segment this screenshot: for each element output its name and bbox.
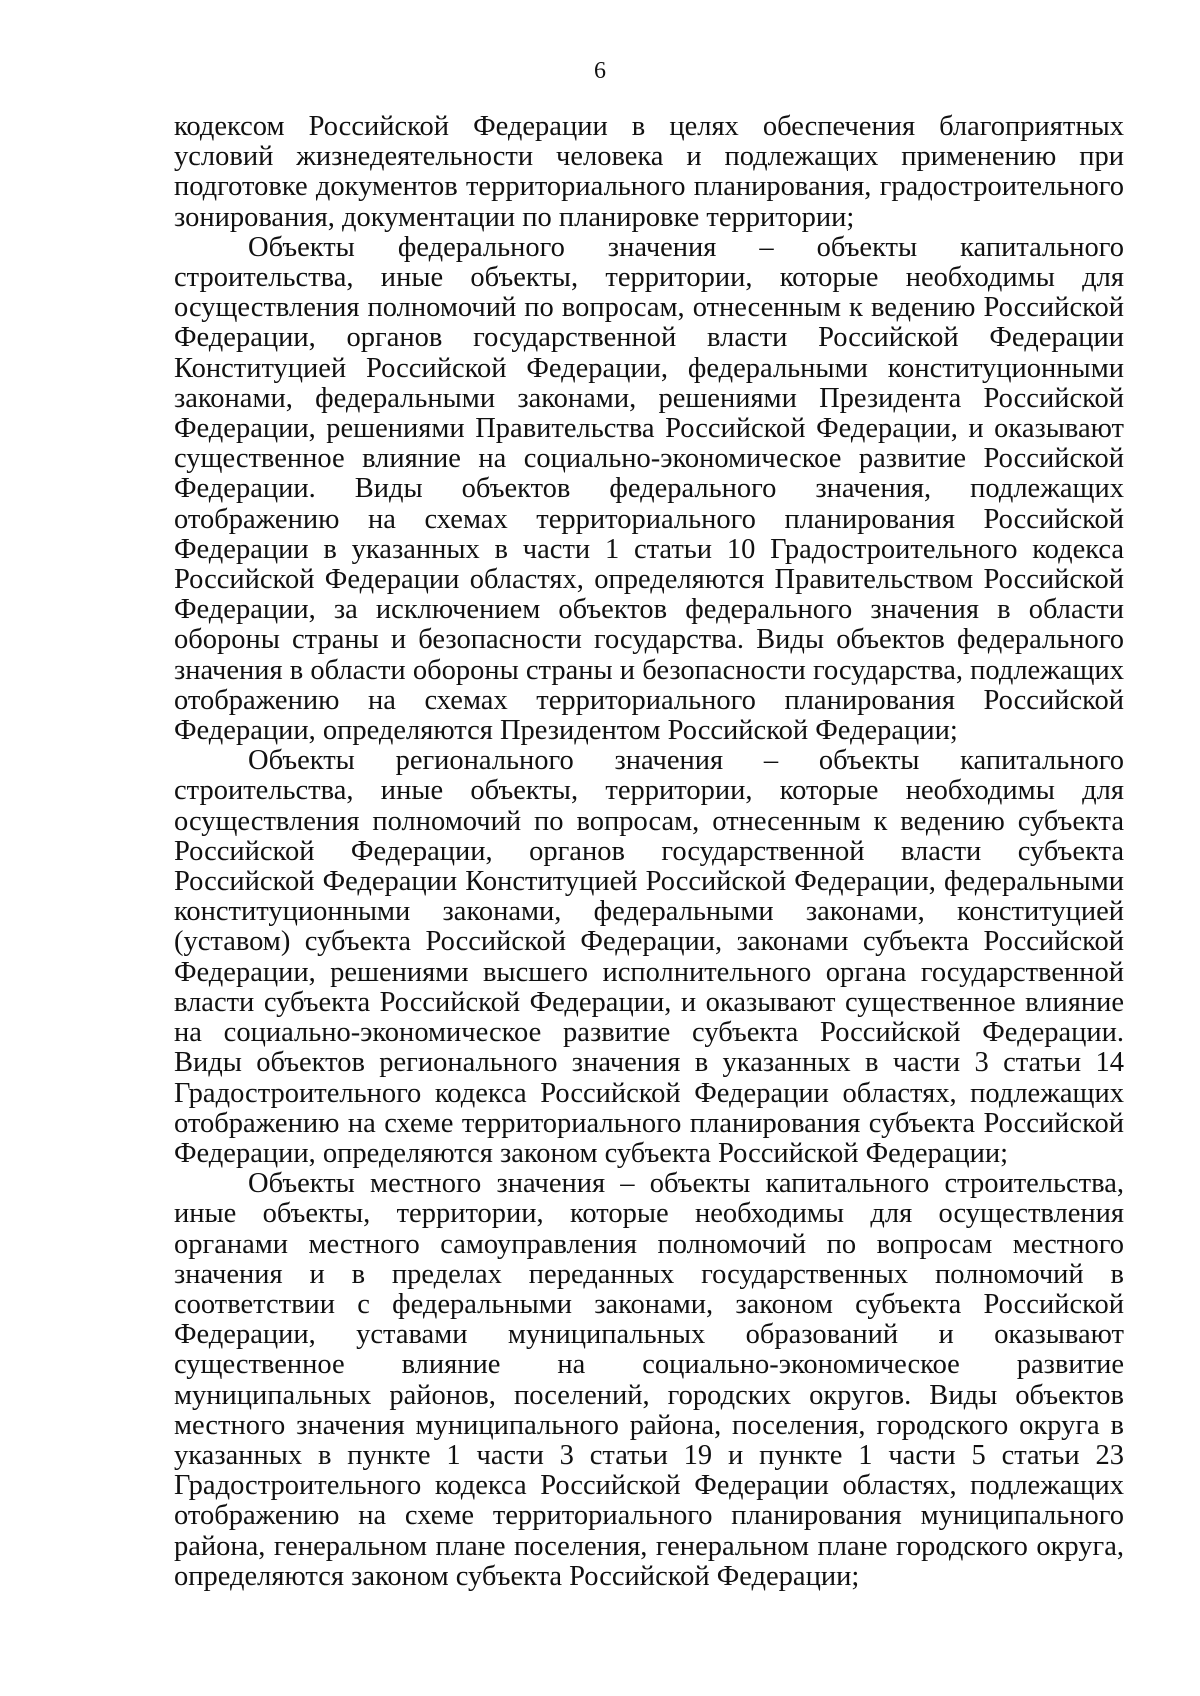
- document-body: [174, 112, 1124, 1592]
- page-number: 6: [594, 58, 606, 84]
- paragraph-federal-objects: Объекты федерального значения – объекты капитального строительства, иные объекты, территории, которые необходимы для осуществления полномочий по вопросам, отнесенным к ведению Российской Федерации, органов государственной власти Российской Федерации Конституцией Российской Федерации, федеральными конституционными законами, федеральными законами, решениями Президента Российской Федерации, решениями Правительства Российской Федерации, и оказывают существенное влияние на социально-экономическое развитие Российской Федерации. Виды объектов федерального значения, подлежащих отображению на схемах территориального планирования Российской Федерации в указанных в части 1 статьи 10 Градостроительного кодекса Российской Федерации областях, определяются Правительством Российской Федерации, за исключением объектов федерального значения в области обороны страны и безопасности государства. Виды объектов федерального значения в области обороны страны и безопасности государства, подлежащих отображению на схемах территориального планирования Российской Федерации, определяются Президентом Российской Федерации;: [174, 231, 1124, 747]
- paragraph-continuation: кодексом Российской Федерации в целях обеспечения благоприятных условий жизнедеятельности человека и подлежащих применению при подготовке документов территориального планирования, градостроительного зонирования, документации по планировке территории;: [174, 111, 1124, 233]
- paragraph-regional-objects: Объекты регионального значения – объекты капитального строительства, иные объекты, территории, которые необходимы для осуществления полномочий по вопросам, отнесенным к ведению субъекта Российской Федерации, органов государственной власти субъекта Российской Федерации Конституцией Российской Федерации, федеральными конституционными законами, федеральными законами, конституцией (уставом) субъекта Российской Федерации, законами субъекта Российской Федерации, решениями высшего исполнительного органа государственной власти субъекта Российской Федерации, и оказывают существенное влияние на социально-экономическое развитие субъекта Российской Федерации. Виды объектов регионального значения в указанных в части 3 статьи 14 Градостроительного кодекса Российской Федерации областях, подлежащих отображению на схеме территориального планирования субъекта Российской Федерации, определяются законом субъекта Российской Федерации;: [174, 745, 1124, 1169]
- paragraph-local-objects: Объекты местного значения – объекты капитального строительства, иные объекты, территории, которые необходимы для осуществления органами местного самоуправления полномочий по вопросам местного значения и в пределах переданных государственных полномочий в соответствии с федеральными законами, законом субъекта Российской Федерации, уставами муниципальных образований и оказывают существенное влияние на социально-экономическое развитие муниципальных районов, поселений, городских округов. Виды объектов местного значения муниципального района, поселения, городского округа в указанных в пункте 1 части 3 статьи 19 и пункте 1 части 5 статьи 23 Градостроительного кодекса Российской Федерации областях, подлежащих отображению на схеме территориального планирования муниципального района, генеральном плане поселения, генеральном плане городского округа, определяются законом субъекта Российской Федерации;: [174, 1168, 1124, 1592]
